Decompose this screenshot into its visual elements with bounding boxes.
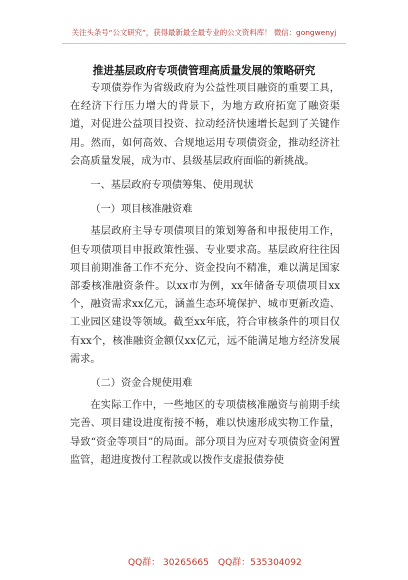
document-title: 推进基层政府专项债管理高质量发展的策略研究 <box>92 65 316 77</box>
footer-qq-group-2: QQ群：535304092 <box>218 558 302 568</box>
paragraph-intro: 专项债券作为省级政府为公益性项目融资的重要工具，在经济下行压力增大的背景下，为地方政府拓宽了融资渠道，对促进公益项目投资、拉动经济快速增长起到了关键作用。然而，如何高效、合规地运用专项债资金，推动经济社会高质量发展，成为市、县级基层政府面临的新挑战。 <box>70 83 340 167</box>
subsection-heading-1: （一）项目核准融资难 <box>90 204 193 216</box>
footer <box>0 555 408 569</box>
section-heading: 一、基层政府专项债筹集、使用现状 <box>90 180 254 192</box>
subsection-heading-2: （二）资金合规使用难 <box>90 378 193 390</box>
footer-qq-group-1: QQ群： 30265665 <box>128 558 209 568</box>
paragraph-project-approval: 基层政府主导专项债项目的策划筹备和申报使用工作，但专项债项目申报政策性强、专业要求高。基层政府往往因项目前期准备工作不充分、资金投向不精准，难以满足国家部委核准融资条件。以xx市为例，xx年储备专项债项目xx个，融资需求xx亿元，涵盖生态环境保护、城市更新改造、工业园区建设等领域。截至xx年底，符合审核条件的项目仅有xx个，核准融资金额仅xx亿元，远不能满足地方经济发展需求。 <box>70 226 340 365</box>
header-divider <box>62 43 346 44</box>
header-banner: 关注头条号“公文研究”，获得最新最全最专业的公文资料库！ 微信：gongwenyj <box>71 28 337 37</box>
document-body <box>70 80 340 474</box>
paragraph-fund-compliance: 在实际工作中，一些地区的专项债核准融资与前期手续完善、项目建设进度衔接不畅，难以快速形成实物工作量，导致“资金等项目”的局面。部分项目为应对专项债资金闲置监管，超进度拨付工程款或以拨作支虚报债券使 <box>70 400 340 466</box>
